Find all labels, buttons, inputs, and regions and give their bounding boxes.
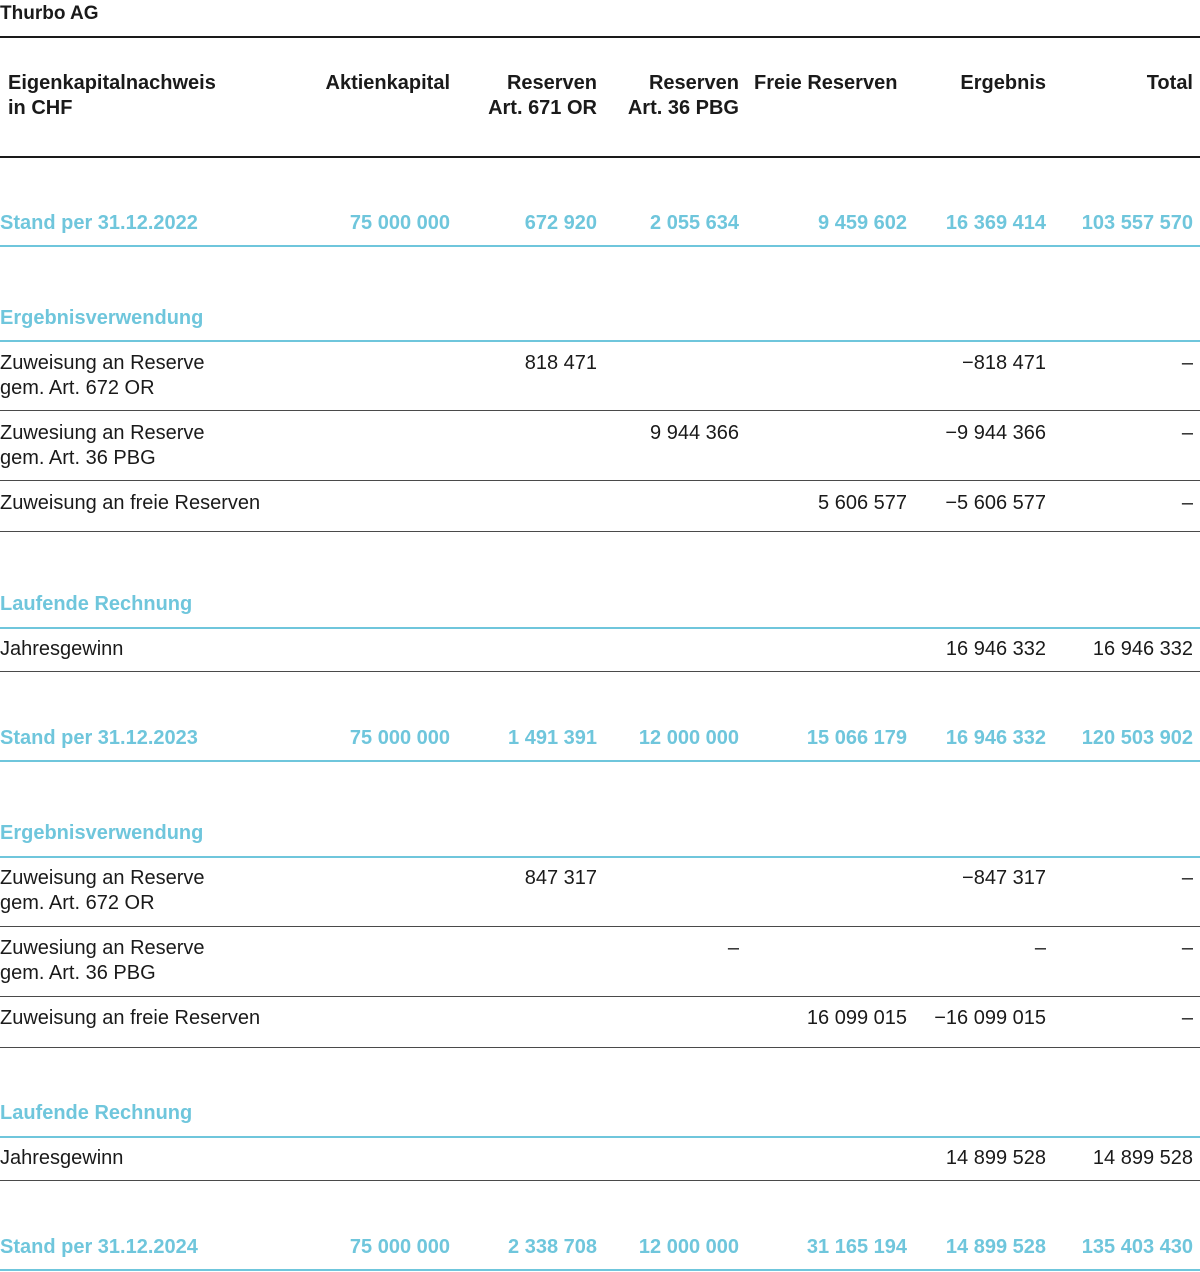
table-cell: −9 944 366: [945, 422, 1046, 444]
table-cell: −16 099 015: [934, 1007, 1046, 1029]
balance-row-label: [0, 1235, 198, 1260]
column-header: [960, 71, 1046, 96]
table-cell: –: [1034, 937, 1046, 959]
table-cell: 12 000 000: [638, 727, 739, 749]
table-cell: 2 055 634: [650, 212, 739, 234]
table-cell: 9 459 602: [818, 212, 907, 234]
row-label: [0, 936, 205, 986]
row-divider: [0, 531, 1200, 532]
column-header-line: Total: [1146, 72, 1193, 94]
section-heading: [0, 821, 203, 846]
table-cell: −5 606 577: [945, 492, 1046, 514]
table-cell: 1 491 391: [508, 727, 597, 749]
row-label-line: Zuweisung an freie Reserven: [0, 1007, 261, 1029]
column-header: [488, 71, 597, 121]
row-divider: [0, 996, 1200, 997]
row-label-line: Stand per 31.12.2024: [0, 1236, 198, 1258]
row-label-line: Zuwesiung an Reserve: [0, 937, 205, 959]
row-label-line: Laufende Rechnung: [0, 593, 193, 615]
row-divider: [0, 1269, 1200, 1271]
table-cell: 818 471: [524, 352, 597, 374]
table-cell: 672 920: [524, 212, 597, 234]
row-divider: [0, 627, 1200, 629]
row-label-line: Stand per 31.12.2023: [0, 727, 198, 749]
table-cell: 14 899 528: [945, 1236, 1046, 1258]
table-cell: 12 000 000: [638, 1236, 739, 1258]
row-label-line: Zuwesiung an Reserve: [0, 422, 205, 444]
table-cell: 14 899 528: [945, 1147, 1046, 1169]
row-label-line: Stand per 31.12.2022: [0, 212, 198, 234]
table-cell: 120 503 902: [1081, 727, 1193, 749]
row-label-line: Zuweisung an Reserve: [0, 867, 205, 889]
column-header-line: Eigenkapitalnachweis: [8, 72, 216, 94]
column-header-line: Ergebnis: [960, 72, 1046, 94]
balance-row-label: [0, 726, 198, 751]
table-cell: –: [1181, 867, 1193, 889]
row-divider: [0, 1180, 1200, 1181]
row-label: [0, 866, 205, 916]
table-cell: –: [1181, 492, 1193, 514]
table-cell: 16 369 414: [945, 212, 1046, 234]
column-header-line: Reserven: [648, 72, 739, 94]
row-divider: [0, 480, 1200, 481]
row-label-line: Ergebnisverwendung: [0, 307, 204, 329]
row-divider: [0, 156, 1200, 158]
column-header-line: Reserven: [506, 72, 597, 94]
section-heading: [0, 1101, 192, 1126]
table-cell: –: [1181, 937, 1193, 959]
table-cell: −847 317: [962, 867, 1046, 889]
table-cell: 16 946 332: [945, 727, 1046, 749]
row-label: [0, 491, 260, 516]
column-header: [754, 71, 897, 96]
table-cell: –: [1181, 352, 1193, 374]
row-divider: [0, 1047, 1200, 1048]
row-label: [0, 1146, 123, 1171]
row-label-line: Laufende Rechnung: [0, 1102, 193, 1124]
row-label: [0, 1006, 260, 1031]
row-divider: [0, 1136, 1200, 1138]
table-cell: –: [1181, 422, 1193, 444]
row-label-line: gem. Art. 672 OR: [0, 377, 155, 399]
table-cell: 31 165 194: [806, 1236, 907, 1258]
table-cell: 9 944 366: [650, 422, 739, 444]
row-label: [0, 421, 205, 471]
balance-row-label: [0, 211, 198, 236]
table-cell: −818 471: [962, 352, 1046, 374]
column-header-line: Freie Reserven: [754, 72, 898, 94]
column-header: [628, 71, 739, 121]
column-header: [1147, 71, 1193, 96]
table-cell: –: [727, 937, 739, 959]
row-divider: [0, 760, 1200, 762]
row-divider: [0, 245, 1200, 247]
row-divider: [0, 36, 1200, 38]
company-name: Thurbo AG: [0, 3, 99, 24]
row-divider: [0, 340, 1200, 342]
section-heading: [0, 306, 203, 331]
column-header-line: Art. 671 OR: [488, 97, 597, 119]
row-divider: [0, 671, 1200, 672]
row-divider: [0, 410, 1200, 411]
row-label-line: gem. Art. 36 PBG: [0, 962, 156, 984]
row-label: [0, 351, 205, 401]
column-header-line: Art. 36 PBG: [627, 97, 739, 119]
table-cell: 75 000 000: [349, 727, 450, 749]
row-label-line: gem. Art. 672 OR: [0, 892, 155, 914]
table-cell: 75 000 000: [349, 1236, 450, 1258]
column-header: [8, 71, 216, 121]
table-cell: 75 000 000: [349, 212, 450, 234]
table-cell: 135 403 430: [1081, 1236, 1193, 1258]
table-cell: 847 317: [524, 867, 597, 889]
column-header: [326, 71, 450, 96]
row-label-line: Zuweisung an Reserve: [0, 352, 205, 374]
column-header-line: in CHF: [8, 97, 73, 119]
table-cell: 14 899 528: [1092, 1147, 1193, 1169]
column-header-line: Aktienkapital: [325, 72, 450, 94]
row-divider: [0, 856, 1200, 858]
row-label-line: Jahresgewinn: [0, 1147, 124, 1169]
row-label-line: Jahresgewinn: [0, 638, 124, 660]
table-cell: 2 338 708: [508, 1236, 597, 1258]
row-divider: [0, 926, 1200, 927]
row-label: [0, 637, 123, 662]
row-label-line: gem. Art. 36 PBG: [0, 447, 156, 469]
table-cell: 5 606 577: [818, 492, 907, 514]
table-cell: 15 066 179: [806, 727, 907, 749]
table-cell: 103 557 570: [1081, 212, 1193, 234]
section-heading: [0, 592, 192, 617]
row-label-line: Zuweisung an freie Reserven: [0, 492, 261, 514]
table-cell: –: [1181, 1007, 1193, 1029]
row-label-line: Ergebnisverwendung: [0, 822, 204, 844]
table-cell: 16 946 332: [1092, 638, 1193, 660]
table-cell: 16 946 332: [945, 638, 1046, 660]
table-cell: 16 099 015: [806, 1007, 907, 1029]
